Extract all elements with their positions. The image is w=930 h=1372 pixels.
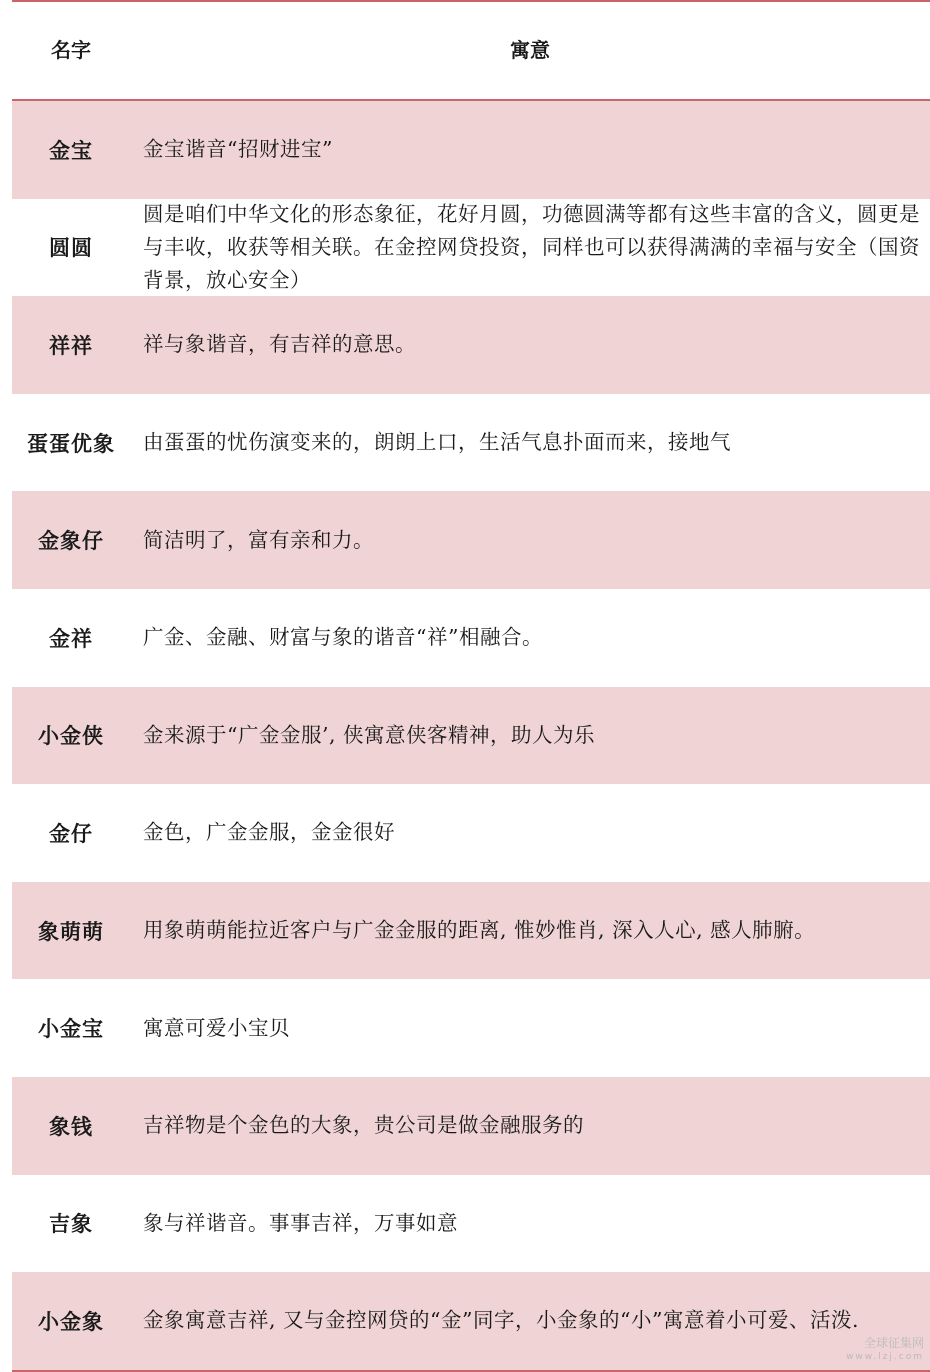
- table-row: [12, 491, 930, 589]
- table-bottom-rule: [12, 1370, 930, 1372]
- table-row: [12, 394, 930, 492]
- row-meaning: 圆是咱们中华文化的形态象征，花好月圆，功德圆满等都有这些丰富的含义，圆更是与丰收，收获等相关联。在金控网贷投资，同样也可以获得满满的幸福与安全（国资背景，放心安全）: [143, 201, 920, 292]
- row-name: 圆圆: [49, 235, 93, 261]
- row-meaning: 金来源于“广金金服’, 侠寓意侠客精神，助人为乐: [143, 722, 596, 747]
- table-row: [12, 784, 930, 882]
- watermark-title: 全球征集网: [863, 1336, 924, 1350]
- row-meaning: 吉祥物是个金色的大象，贵公司是做金融服务的: [143, 1113, 584, 1138]
- row-meaning: 金象寓意吉祥, 又与金控网贷的“金”同字，小金象的“小”寓意着小可爱、活泼.: [143, 1308, 859, 1333]
- row-name: 金仔: [49, 820, 93, 846]
- row-name: 象萌萌: [38, 918, 104, 944]
- table-row: [12, 882, 930, 980]
- row-meaning: 广金、金融、财富与象的谐音“祥”相融合。: [143, 625, 543, 650]
- row-meaning: 金宝谐音“招财进宝”: [143, 137, 333, 162]
- table-row: [12, 979, 930, 1077]
- row-name: 祥祥: [49, 332, 93, 358]
- header-name: 名字: [51, 38, 91, 62]
- row-name: 金象仔: [38, 528, 104, 554]
- table-row: [12, 101, 930, 199]
- row-name: 小金象: [38, 1308, 104, 1334]
- row-name: 吉象: [49, 1211, 93, 1237]
- row-meaning: 金色，广金金服，金金很好: [143, 820, 395, 845]
- table-row: [12, 1077, 930, 1175]
- row-meaning: 用象萌萌能拉近客户与广金金服的距离, 惟妙惟肖, 深入人心, 感人肺腑。: [143, 918, 816, 943]
- table-row: [12, 199, 930, 297]
- mascot-names-table: [12, 0, 930, 1372]
- row-meaning: 寓意可爱小宝贝: [143, 1015, 290, 1040]
- row-meaning: 简洁明了，富有亲和力。: [143, 527, 374, 552]
- table-row: [12, 687, 930, 785]
- row-meaning: 祥与象谐音，有吉祥的意思。: [143, 332, 416, 357]
- table-header: [12, 2, 930, 101]
- watermark-url: www.lzj.com: [846, 1352, 924, 1362]
- table-row: [12, 296, 930, 394]
- table-row: [12, 1272, 930, 1370]
- table-row: [12, 1175, 930, 1273]
- row-name: 小金侠: [38, 723, 104, 749]
- table-row: [12, 589, 930, 687]
- row-meaning: 象与祥谐音。事事吉祥，万事如意: [143, 1210, 458, 1235]
- row-meaning: 由蛋蛋的忧伤演变来的，朗朗上口，生活气息扑面而来，接地气: [143, 430, 731, 455]
- header-meaning: 寓意: [510, 38, 550, 62]
- site-watermark: [846, 1336, 924, 1364]
- row-name: 小金宝: [38, 1016, 104, 1042]
- row-name: 金祥: [49, 625, 93, 651]
- row-name: 象钱: [49, 1113, 93, 1139]
- row-name: 金宝: [49, 137, 93, 163]
- row-name: 蛋蛋优象: [27, 430, 115, 456]
